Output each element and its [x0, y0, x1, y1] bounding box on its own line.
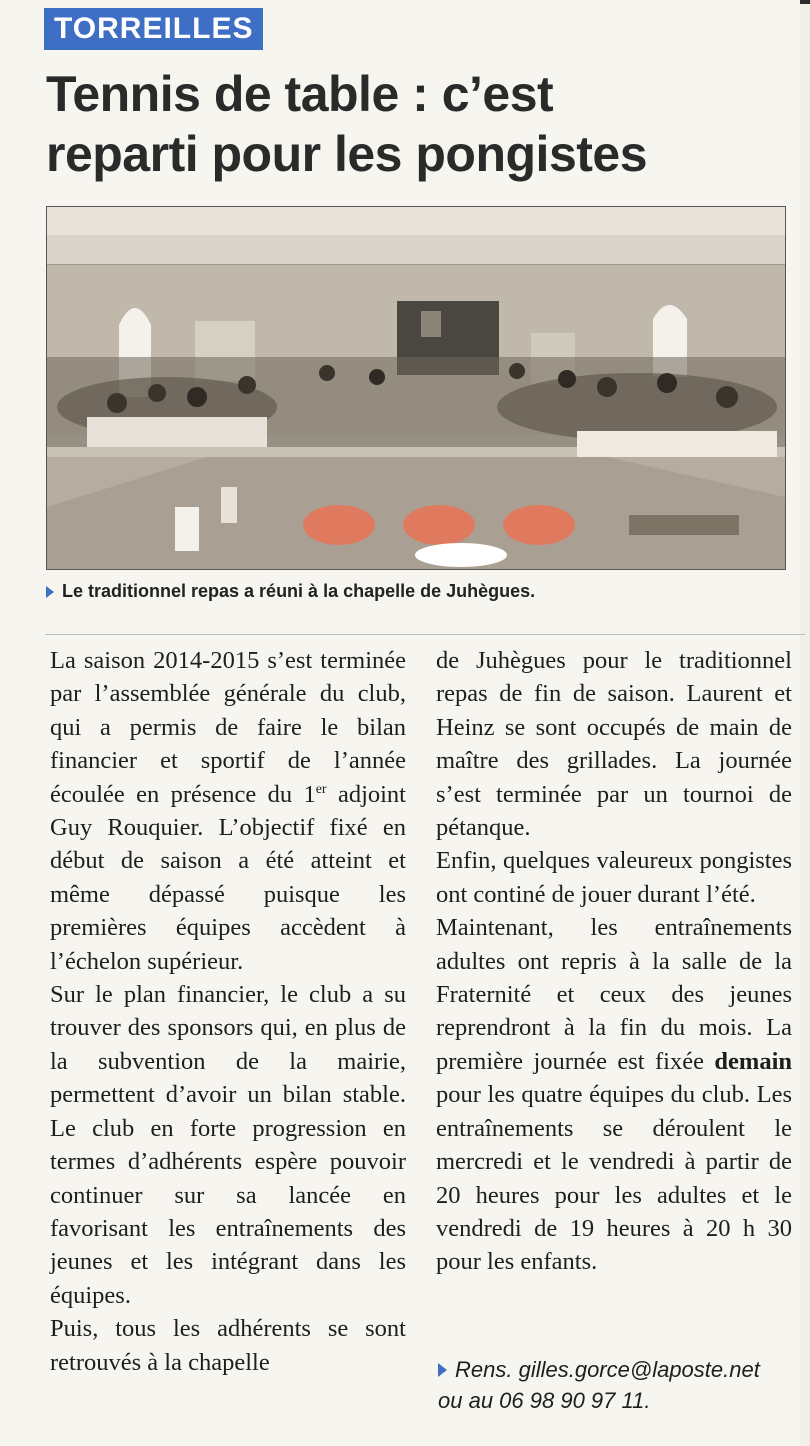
photo	[46, 206, 786, 570]
left-p1-superscript: er	[315, 781, 327, 797]
right-p3-text-b: pour les quatre équipes du club. Les entraînements se déroulent le mercredi et le vendredi à partir de 20 heures pour les adultes et le vendredi de 19 heures à 20 h 30 pour les enfants.	[436, 1081, 792, 1276]
headline-line-2: reparti pour les pongistes	[46, 126, 648, 182]
right-paragraph-2: Enfin, quelques valeureux pongistes ont continé de jouer durant l’été.	[436, 847, 792, 908]
right-paragraph-1: de Juhègues pour le traditionnel repas de fin de saison. Laurent et Heinz se sont occupés de main de maître des grillades. La journée s’est terminée par un tournoi de pétanque.	[436, 647, 792, 842]
section-tag: TORREILLES	[44, 8, 263, 50]
left-paragraph-1	[50, 644, 406, 978]
photo-image	[47, 207, 785, 569]
headline	[46, 64, 786, 184]
caption-text: Le traditionnel repas a réuni à la chapelle de Juhègues.	[62, 581, 536, 601]
contact-arrow-icon	[438, 1363, 447, 1377]
headline-line-1: Tennis de table : c’est	[46, 66, 554, 122]
left-p1-text-a: La saison 2014-2015 s’est terminée par l’assemblée générale du club, qui a permis de faire le bilan financier et sportif de l’année écoulée en présence du 1	[50, 647, 406, 808]
right-column	[436, 644, 792, 1279]
left-paragraph-3: Puis, tous les adhérents se sont retrouvés à la chapelle	[50, 1315, 406, 1376]
right-p3-bold: demain	[714, 1047, 792, 1075]
contact-line-1: Rens. gilles.gorce@laposte.net	[455, 1357, 760, 1382]
right-p3-text-a: Maintenant, les entraînements adultes ont repris à la salle de la Fraternité et ceux des jeunes reprendront à la fin du mois. La première journée est fixée	[436, 914, 792, 1075]
left-p1-text-b: adjoint Guy Rouquier. L’objectif fixé en début de saison a été atteint et même dépassé puisque les premières équipes accèdent à l’échelon supérieur.	[50, 780, 406, 975]
left-paragraph-2: Sur le plan financier, le club a su trouver des sponsors qui, en plus de la subvention de la mairie, permettent d’avoir un bilan stable. Le club en forte progression en termes d’adhérents espère pouvoir continuer sur sa lancée en favorisant les entraînements des jeunes et les intégrant dans les équipes.	[50, 981, 406, 1309]
contact-info	[438, 1354, 798, 1416]
column-rule	[45, 634, 805, 635]
photo-caption	[46, 578, 786, 604]
contact-line-2: ou au 06 98 90 97 11.	[438, 1388, 651, 1413]
left-column	[50, 644, 406, 1379]
caption-marker-icon	[46, 586, 54, 598]
right-paragraph-3	[436, 911, 792, 1278]
